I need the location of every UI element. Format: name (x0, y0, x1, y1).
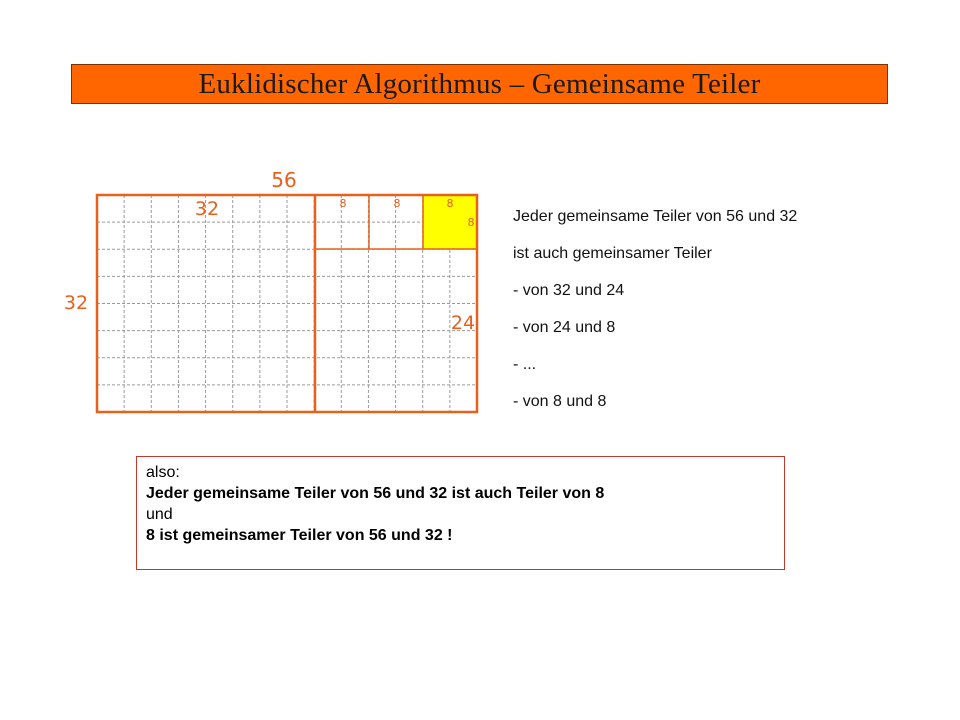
statement-line: - von 24 und 8 (513, 319, 616, 336)
statement-line: - ... (513, 356, 537, 373)
conclusion-connector: und (146, 506, 173, 523)
label-32-inner: 32 (194, 198, 220, 220)
conclusion-line-1: Jeder gemeinsame Teiler von 56 und 32 ist auch Teiler von 8 (146, 485, 605, 502)
statement-line: ist auch gemeinsamer Teiler (513, 245, 712, 262)
label-8-third: 8 (446, 197, 454, 210)
grid-lines (97, 195, 477, 412)
statement-list (513, 198, 933, 420)
conclusion-line-2: 8 ist gemeinsamer Teiler von 56 und 32 ! (146, 527, 453, 544)
conclusion-intro: also: (146, 464, 180, 481)
label-8-side: 8 (467, 216, 475, 229)
label-8-first: 8 (339, 197, 347, 210)
slide-title: Euklidischer Algorithmus – Gemeinsame Teiler (198, 67, 761, 100)
label-8-second: 8 (393, 197, 401, 210)
statement-line: - von 32 und 24 (513, 282, 625, 299)
label-32-left: 32 (63, 292, 89, 314)
label-24: 24 (450, 312, 476, 334)
conclusion-box (136, 456, 785, 570)
label-56: 56 (271, 168, 297, 192)
statement-line: - von 8 und 8 (513, 393, 607, 410)
statement-line: Jeder gemeinsame Teiler von 56 und 32 (513, 208, 798, 225)
